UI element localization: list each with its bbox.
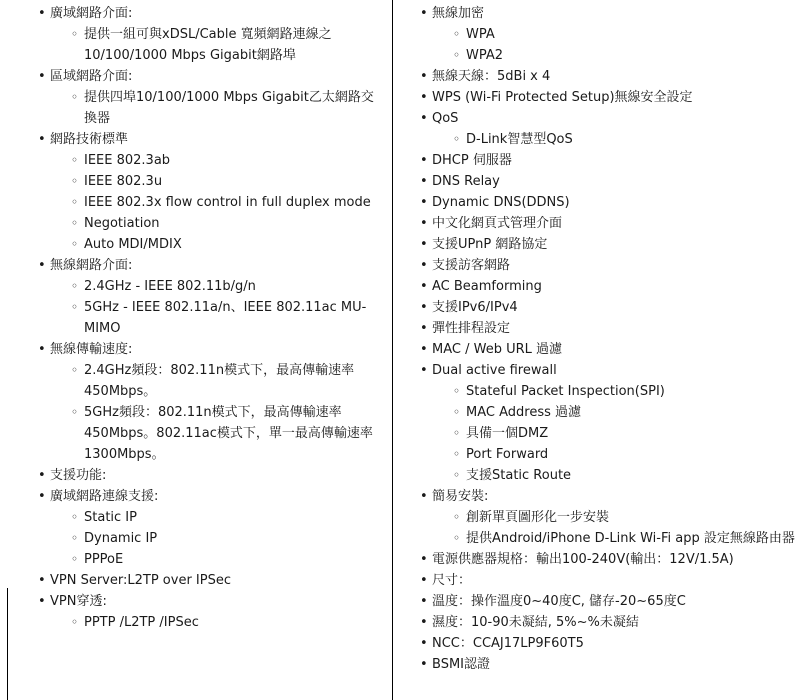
spec-subitem: ◦ Port Forward [412,444,797,465]
spec-item [412,108,797,129]
spec-item [412,66,797,87]
spec-item-text: MAC / Web URL 過濾 [432,342,563,357]
spec-item-text: 無線網路介面: [50,258,133,273]
spec-item [30,129,385,150]
spec-item [412,318,797,339]
spec-item-text: 無線傳輸速度: [50,342,133,357]
spec-item [412,213,797,234]
spec-subitem: ◦ WPA2 [412,45,797,66]
spec-item-text: DHCP 伺服器 [432,153,512,168]
spec-subitem: ◦ 提供一組可與xDSL/Cable 寬頻網路連線之 10/100/1000 Mbps Gigabit網路埠 [30,24,385,66]
left-column [30,3,385,633]
spec-subitem: ◦ IEEE 802.3ab [30,150,385,171]
spec-item [412,591,797,612]
spec-item [412,339,797,360]
spec-subitem: ◦ PPPoE [30,549,385,570]
spec-item [30,3,385,24]
spec-item-text: 中文化網頁式管理介面 [432,216,563,231]
spec-item [30,591,385,612]
spec-sublist [412,507,797,549]
spec-subitem: ◦ 2.4GHz頻段：802.11n模式下，最高傳輸速率450Mbps。 [30,360,385,402]
spec-item [412,255,797,276]
spec-sublist [412,129,797,150]
spec-item [412,276,797,297]
column-divider [392,0,393,700]
spec-item-text: 無線加密 [432,6,485,21]
spec-item [30,339,385,360]
spec-subitem: ◦ Static IP [30,507,385,528]
spec-sublist [412,24,797,66]
spec-item-text: QoS [432,111,459,126]
spec-subitem: ◦ Auto MDI/MDIX [30,234,385,255]
spec-item-text: 尺寸： [432,573,472,588]
spec-sublist [412,381,797,486]
spec-item [412,633,797,654]
spec-sublist [30,24,385,66]
spec-item-text: 彈性排程設定 [432,321,511,336]
spec-subitem: ◦ 5GHz頻段：802.11n模式下，最高傳輸速率450Mbps。802.11ac模式下，單一最高傳輸速率1300Mbps。 [30,402,385,465]
spec-item [412,654,797,675]
spec-subitem: ◦ Dynamic IP [30,528,385,549]
spec-subitem: ◦ PPTP /L2TP /IPSec [30,612,385,633]
spec-item-text: 簡易安裝: [432,489,489,504]
spec-list-left [30,3,385,633]
spec-item-text: 濕度：10-90未凝結, 5%~%未凝結 [432,615,639,630]
spec-item-text: DNS Relay [432,174,500,189]
spec-item-text: 區域網路介面: [50,69,133,84]
spec-subitem: ◦ WPA [412,24,797,45]
spec-item-text: 支援功能: [50,468,107,483]
spec-item [412,3,797,24]
spec-item-text: BSMI認證 [432,657,490,672]
spec-subitem: ◦ 具備一個DMZ [412,423,797,444]
spec-subitem: ◦ 創新單頁圖形化一步安裝 [412,507,797,528]
spec-subitem: ◦ IEEE 802.3x flow control in full duplex mode [30,192,385,213]
spec-item [412,171,797,192]
spec-item [412,192,797,213]
spec-item [412,549,797,570]
spec-item [30,486,385,507]
spec-sublist [30,612,385,633]
spec-sublist [30,276,385,339]
spec-item-text: 支援UPnP 網路協定 [432,237,548,252]
spec-item-text: 無線天線：5dBi x 4 [432,69,551,84]
spec-item [412,612,797,633]
spec-item [412,570,797,591]
spec-sublist [30,150,385,255]
spec-item-text: WPS (Wi-Fi Protected Setup)無線安全設定 [432,90,693,105]
spec-item-text: VPN穿透: [50,594,107,609]
spec-item-text: Dual active firewall [432,363,557,378]
spec-item-text: Dynamic DNS(DDNS) [432,195,570,210]
spec-item-text: 支援IPv6/IPv4 [432,300,518,315]
spec-subitem: ◦ D-Link智慧型QoS [412,129,797,150]
spec-list-right [412,3,797,675]
spec-item-text: 網路技術標準 [50,132,129,147]
spec-item-text: 支援訪客網路 [432,258,511,273]
spec-item-text: VPN Server:L2TP over IPSec [50,573,231,588]
right-column [412,3,797,675]
spec-subitem: ◦ 提供Android/iPhone D-Link Wi-Fi app 設定無線路由器 [412,528,797,549]
spec-item [412,297,797,318]
spec-subitem: ◦ Stateful Packet Inspection(SPI) [412,381,797,402]
spec-item [412,360,797,381]
spec-item [30,465,385,486]
spec-item-text: 電源供應器規格：輸出100-240V(輸出：12V/1.5A) [432,552,734,567]
spec-item [412,150,797,171]
spec-item [412,486,797,507]
left-border-line [7,588,8,700]
spec-subitem: ◦ 支援Static Route [412,465,797,486]
spec-item-text: AC Beamforming [432,279,542,294]
spec-item [412,87,797,108]
spec-sublist [30,507,385,570]
spec-subitem: ◦ 5GHz - IEEE 802.11a/n、IEEE 802.11ac MU-MIMO [30,297,385,339]
spec-item-text: 廣域網路連線支援: [50,489,159,504]
spec-item [30,570,385,591]
spec-subitem: ◦ IEEE 802.3u [30,171,385,192]
spec-subitem: ◦ MAC Address 過濾 [412,402,797,423]
spec-sublist [30,87,385,129]
spec-item-text: NCC：CCAJ17LP9F60T5 [432,636,584,651]
spec-subitem: ◦ 提供四埠10/100/1000 Mbps Gigabit乙太網路交換器 [30,87,385,129]
spec-item [30,255,385,276]
spec-item [30,66,385,87]
spec-subitem: ◦ Negotiation [30,213,385,234]
spec-item-text: 溫度：操作溫度0~40度C, 儲存-20~65度C [432,594,686,609]
spec-sublist [30,360,385,465]
spec-item-text: 廣域網路介面: [50,6,133,21]
spec-item [412,234,797,255]
spec-subitem: ◦ 2.4GHz - IEEE 802.11b/g/n [30,276,385,297]
